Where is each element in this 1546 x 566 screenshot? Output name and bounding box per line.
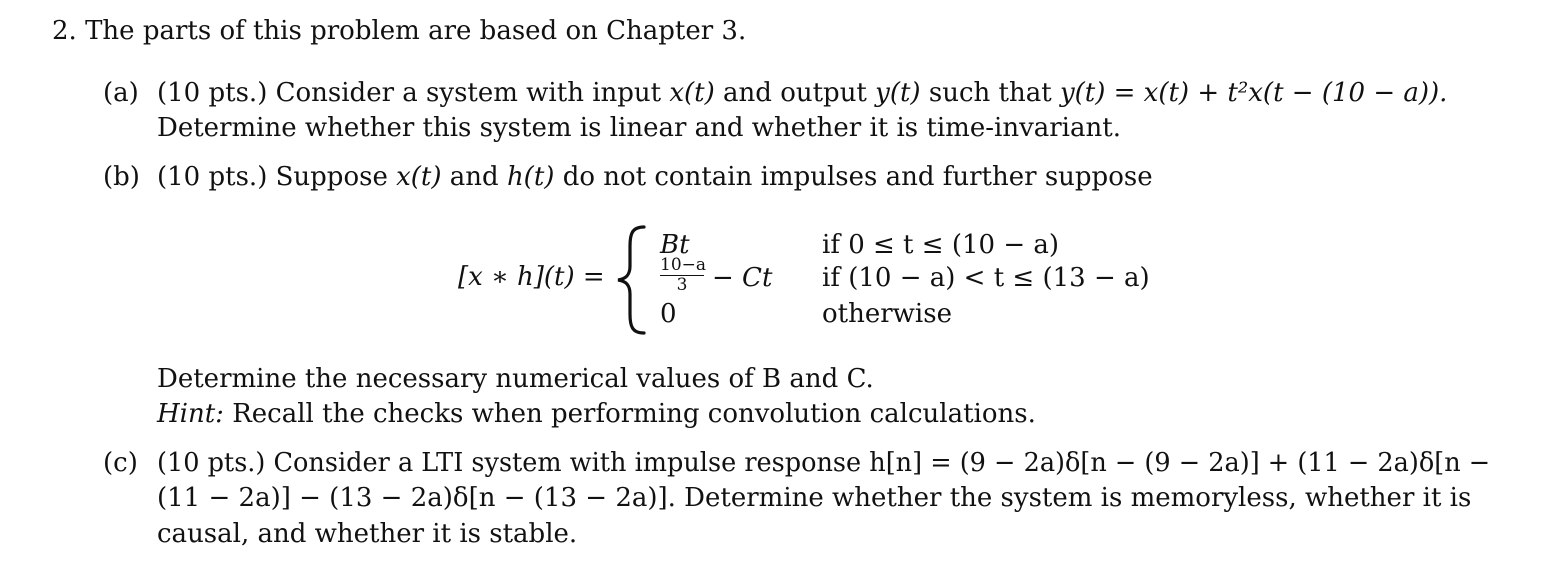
problem-heading-text: The parts of this problem are based on Chapter 3. [85,16,747,46]
part-b-text-1: Suppose [275,162,388,192]
case-1-condition: if 0 ≤ t ≤ (10 − a) [822,230,1060,260]
case-3-condition: otherwise [822,299,952,329]
part-b-math-h: h(t) [506,162,555,192]
part-a-output: y(t) [875,78,921,108]
case-3-expression: 0 [660,299,677,329]
part-b-line-1 [157,164,1153,190]
case-2-expression: − Ct [712,263,773,293]
case-2-condition: if (10 − a) < t ≤ (13 − a) [822,263,1150,293]
part-a-equation: y(t) = x(t) + t²x(t − (10 − a)). [1059,78,1448,108]
part-b-label: (b) [103,162,140,192]
part-b-math-x: x(t) [396,162,442,192]
part-c-label: (c) [103,448,138,478]
convolution-lhs: [x ∗ h](t) = [458,262,605,292]
hint-label: Hint: [157,399,224,429]
part-c-points: (10 pts.) [157,448,266,478]
left-brace [614,224,648,336]
part-c-line-2: (11 − 2a)] − (13 − 2a)δ[n − (13 − 2a)]. Determine whether the system is memoryless, whether it is [157,483,1472,513]
part-b-after-line: Determine the necessary numerical values of B and C. [157,364,874,394]
hint-text: Recall the checks when performing convolution calculations. [232,399,1036,429]
part-b-hint [157,401,1036,427]
part-a-points: (10 pts.) [157,78,268,108]
case-2-fraction [660,255,707,295]
part-a-text-2: and output [723,78,867,108]
part-b-text-3: do not contain impulses and further suppose [562,162,1153,192]
case-1-expression: Bt [660,230,690,260]
part-c-line-3: causal, and whether it is stable. [157,519,578,549]
part-a-line-1 [157,80,1447,106]
part-a-line-2: Determine whether this system is linear and whether it is time-invariant. [157,113,1121,143]
part-c-line-1 [157,450,1490,476]
part-a-label: (a) [103,78,139,108]
part-c-text-1: Consider a LTI system with impulse response h[n] = (9 − 2a)δ[n − (9 − 2a)] + (11 − 2a)δ[n − [273,448,1491,478]
problem-heading [52,18,746,44]
part-a-text-3: such that [928,78,1052,108]
fraction-denominator: 3 [676,275,688,295]
part-b-points: (10 pts.) [157,162,268,192]
piecewise-equation [458,226,1178,336]
part-a-text-1: Consider a system with input [275,78,662,108]
part-a-input: x(t) [669,78,715,108]
problem-number: 2. [52,16,77,46]
part-b-text-2: and [449,162,499,192]
fraction-numerator: 10−a [660,255,707,275]
